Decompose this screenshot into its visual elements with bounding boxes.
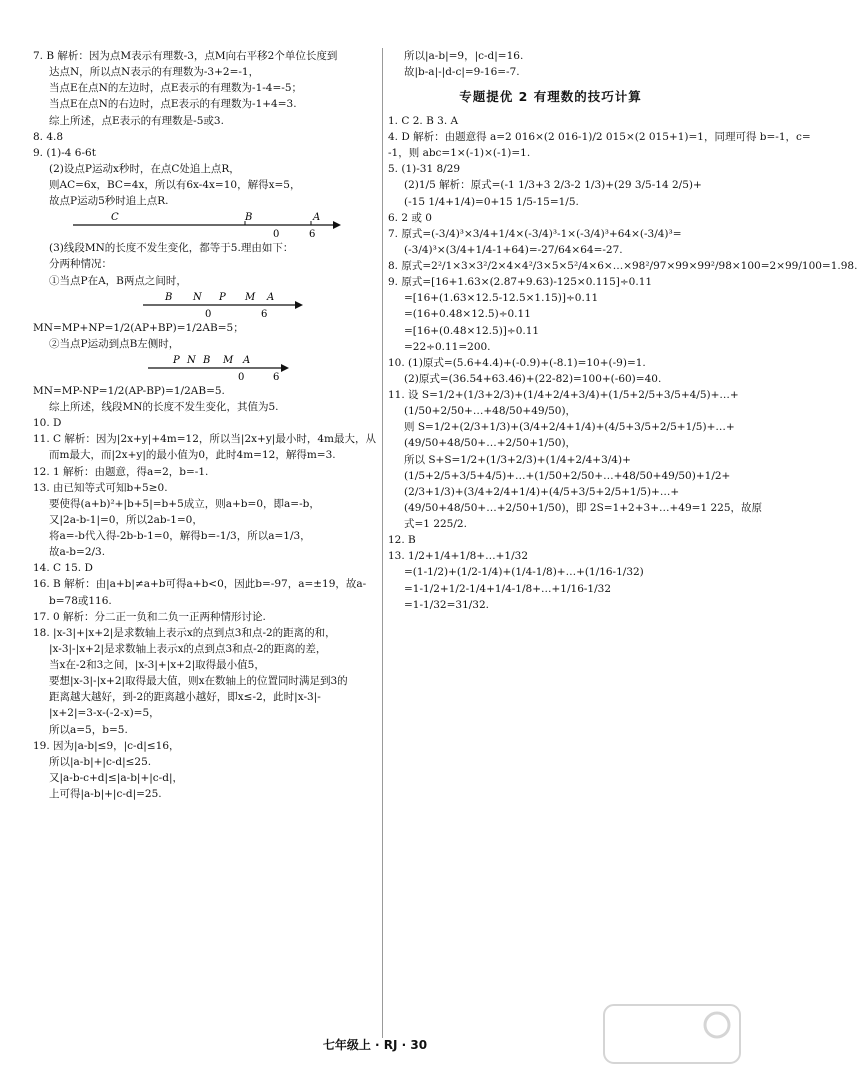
answer-9-line11: 综上所述，线段MN的长度不发生变化，其值为5.	[49, 401, 279, 413]
numline1-label-c: C	[111, 212, 119, 224]
answer-19-line4: 上可得|a-b|+|c-d|=25.	[49, 788, 162, 800]
numline2-label-b: B	[165, 291, 173, 303]
r-answer-4-line2: -1，则 abc=1×(-1)×(-1)=1.	[388, 147, 531, 160]
numline1-label-b: B	[245, 212, 253, 224]
r-answer-1-3: 1. C 2. B 3. A	[388, 114, 459, 127]
answer-16-line1: 16. B 解析：由|a+b|≠a+b可得a+b<0，因此b=-97，a=±19，故a-	[33, 578, 367, 591]
r-answer-8: 8. 原式=2²/1×3×3²/2×4×4²/3×5×5²/4×6×…×98²/97×99×99²/98×100=2×99/100=1.98.	[388, 260, 857, 272]
number-line-2	[33, 291, 353, 319]
answer-9-line8: MN=MP+NP=1/2(AP+BP)=1/2AB=5；	[33, 321, 244, 334]
answer-13-line3: 又|2a-b-1|=0，所以2ab-1=0，	[49, 513, 203, 526]
answer-7-line5: 综上所述，点E表示的有理数是-5或3.	[49, 114, 224, 127]
answer-13-line2: 要使得(a+b)²+|b+5|=b+5成立，则a+b=0，即a=-b，	[49, 497, 320, 510]
answer-18-line4: 要想|x-3|-|x+2|取得最大值，则x在数轴上的位置同时满足到3的	[49, 675, 348, 688]
numline3-label-m: M	[223, 354, 234, 366]
numline3-label-a: A	[243, 354, 251, 366]
numline1-tick-0: 0	[273, 229, 280, 241]
r-answer-13-line4: =1-1/32=31/32.	[404, 598, 489, 611]
numline2-label-p: P	[219, 291, 226, 303]
r-answer-4-line1: 4. D 解析：由题意得 a=2 016×(2 016-1)/2 015×(2 015+1)=1，同理可得 b=-1，c=	[388, 131, 811, 143]
numline3-label-b: B	[203, 354, 211, 366]
r-answer-9-line3: =(16+0.48×12.5)÷0.11	[404, 308, 531, 321]
answer-10: 10. D	[33, 417, 62, 430]
answer-9-line7: ①当点P在A，B两点之间时，	[49, 274, 187, 287]
r-answer-5-line3: (-15 1/4+1/4)=0+15 1/5-15=1/5.	[404, 195, 579, 208]
answer-9-line3: 则AC=6x，BC=4x，所以有6x-4x=10，解得x=5，	[49, 179, 301, 191]
r-answer-11-line5: 所以 S+S=1/2+(1/3+2/3)+(1/4+2/4+3/4)+	[404, 453, 631, 466]
r-answer-7-line1: 7. 原式=(-3/4)³×3/4+1/4×(-3/4)³-1×(-3/4)³+64×(-3/4)³=	[388, 227, 682, 240]
answer-9-line5: (3)线段MN的长度不发生变化，都等于5.理由如下：	[49, 242, 294, 255]
numline2-tick-6: 6	[261, 308, 268, 320]
right-column	[388, 50, 857, 615]
answer-13-line5: 故a-b=2/3.	[49, 546, 106, 559]
answer-7-line3: 当点E在点N的左边时，点E表示的有理数为-1-4=-5；	[49, 82, 302, 95]
answer-18-line2: |x-3|-|x+2|是求数轴上表示x的点到点3和点-2的距离的差，	[49, 642, 327, 655]
answer-7-line1: 7. B 解析：因为点M表示有理数-3，点M向右平移2个单位长度到	[33, 50, 338, 62]
r-answer-10-line2: (2)原式=(36.54+63.46)+(22-82)=100+(-60)=40.	[404, 372, 662, 385]
r-answer-11-line8: (49/50+48/50+…+2/50+1/50)，即 2S=1+2+3+…+49=1 225，故原	[404, 501, 763, 514]
r-answer-9-line2: =[16+(1.63×12.5-12.5×1.15)]÷0.11	[404, 292, 599, 305]
answer-13-line1: 13. 由已知等式可知b+5≥0.	[33, 481, 168, 494]
r-answer-13-line2: =(1-1/2)+(1/2-1/4)+(1/4-1/8)+…+(1/16-1/32)	[404, 566, 644, 579]
numline3-label-n: N	[187, 354, 196, 366]
column-divider	[382, 48, 383, 1038]
numline3-label-p: P	[173, 354, 180, 366]
answer-8: 8. 4.8	[33, 130, 64, 143]
answer-18-line3: 当x在-2和3之间，|x-3|+|x+2|取得最小值5，	[49, 659, 265, 671]
answer-9-line2: (2)设点P运动x秒时，在点C处追上点R，	[49, 162, 240, 175]
answer-18-line1: 18. |x-3|+|x+2|是求数轴上表示x的点到点3和点-2的距离的和，	[33, 626, 336, 639]
r-answer-11-line1: 11. 设 S=1/2+(1/3+2/3)+(1/4+2/4+3/4)+(1/5+2/5+3/5+4/5)+…+	[388, 389, 739, 401]
numline2-label-n: N	[193, 291, 202, 303]
answer-7-line4: 当点E在点N的右边时，点E表示的有理数为-1+4=3.	[49, 98, 297, 111]
r-answer-12: 12. B	[388, 534, 416, 547]
watermark-logo	[602, 1003, 742, 1065]
number-line-3	[33, 354, 353, 382]
numline2-label-m: M	[245, 291, 256, 303]
numline3-tick-6: 6	[273, 371, 280, 383]
r-answer-11-line3: 则 S=1/2+(2/3+1/3)+(3/4+2/4+1/4)+(4/5+3/5+2/5+1/5)+…+	[404, 421, 735, 434]
section-title: 专题提优 2 有理数的技巧计算	[459, 89, 642, 105]
r-answer-11-line9: 式=1 225/2.	[404, 518, 467, 530]
numline2-label-a: A	[267, 291, 275, 303]
answer-9-line4: 故点P运动5秒时追上点R.	[49, 195, 169, 208]
r-answer-6: 6. 2 或 0	[388, 211, 432, 224]
answer-11-line1: 11. C 解析：因为|2x+y|+4m=12，所以当|2x+y|最小时，4m最大，从	[33, 433, 376, 446]
r-answer-7-line2: (-3/4)³×(3/4+1/4-1+64)=-27/64×64=-27.	[404, 243, 623, 256]
answer-14-15: 14. C 15. D	[33, 562, 93, 575]
numline2-tick-0: 0	[205, 308, 212, 320]
answer-11-line2: 而m最大，而|2x+y|的最小值为0，此时4m=12，解得m=3.	[49, 449, 336, 462]
r-answer-5-line2: (2)1/5 解析：原式=(-1 1/3+3 2/3-2 1/3)+(29 3/5-14 2/5)+	[404, 179, 702, 192]
r-answer-11-line2: (1/50+2/50+…+48/50+49/50)，	[404, 405, 577, 418]
numline1-tick-6: 6	[309, 229, 316, 241]
r-answer-9-line4: =[16+(0.48×12.5)]÷0.11	[404, 324, 540, 337]
r-answer-11-line7: (2/3+1/3)+(3/4+2/4+1/4)+(4/5+3/5+2/5+1/5)+…+	[404, 485, 680, 498]
left-column	[33, 50, 381, 804]
answer-18-line5: 距离越大越好，到-2的距离越小越好，即x≤-2，此时|x-3|-	[49, 691, 321, 704]
answer-18-line6: |x+2|=3-x-(-2-x)=5，	[49, 707, 160, 720]
answer-9-line9: ②当点P运动到点B左侧时，	[49, 337, 180, 350]
r-answer-13-line1: 13. 1/2+1/4+1/8+…+1/32	[388, 550, 529, 563]
r-answer-13-line3: =1-1/2+1/2-1/4+1/4-1/8+…+1/16-1/32	[404, 582, 612, 595]
answer-13-line4: 将a=-b代入得-2b-b-1=0，解得b=-1/3，所以a=1/3，	[49, 530, 311, 542]
answer-19-cont-line1: 所以|a-b|=9，|c-d|=16.	[404, 50, 524, 62]
answer-9-line6: 分两种情况：	[49, 258, 112, 271]
numline1-label-a: A	[313, 212, 321, 224]
answer-9-line10: MN=MP-NP=1/2(AP-BP)=1/2AB=5.	[33, 384, 225, 397]
answer-19-line2: 所以|a-b|+|c-d|≤25.	[49, 755, 152, 768]
r-answer-5-line1: 5. (1)-31 8/29	[388, 163, 461, 176]
answer-18-line7: 所以a=5，b=5.	[49, 723, 128, 736]
answer-19-cont-line2: 故|b-a|-|d-c|=9-16=-7.	[404, 66, 520, 79]
answer-7-line2: 达点N，所以点N表示的有理数为-3+2=-1，	[49, 66, 260, 79]
answer-19-line3: 又|a-b-c+d|≤|a-b|+|c-d|，	[49, 771, 183, 784]
number-line-1	[33, 211, 353, 239]
r-answer-9-line5: =22÷0.11=200.	[404, 340, 491, 353]
r-answer-10-line1: 10. (1)原式=(5.6+4.4)+(-0.9)+(-8.1)=10+(-9)=1.	[388, 356, 646, 369]
r-answer-11-line4: (49/50+48/50+…+2/50+1/50)，	[404, 437, 577, 450]
page-footer: 七年级上 · RJ · 30	[322, 1038, 428, 1052]
r-answer-11-line6: (1/5+2/5+3/5+4/5)+…+(1/50+2/50+…+48/50+49/50)+1/2+	[404, 469, 731, 482]
r-answer-9-line1: 9. 原式=[16+1.63×(2.87+9.63)-125×0.115]÷0.11	[388, 276, 653, 289]
answer-12: 12. 1 解析：由题意，得a=2，b=-1.	[33, 465, 209, 478]
answer-16-line2: b=78或116.	[49, 594, 112, 607]
answer-9-line1: 9. (1)-4 6-6t	[33, 146, 96, 159]
answer-17: 17. 0 解析：分二正一负和二负一正两种情形讨论.	[33, 610, 266, 623]
numline3-tick-0: 0	[238, 371, 245, 383]
answer-19-line1: 19. 因为|a-b|≤9，|c-d|≤16，	[33, 739, 180, 752]
